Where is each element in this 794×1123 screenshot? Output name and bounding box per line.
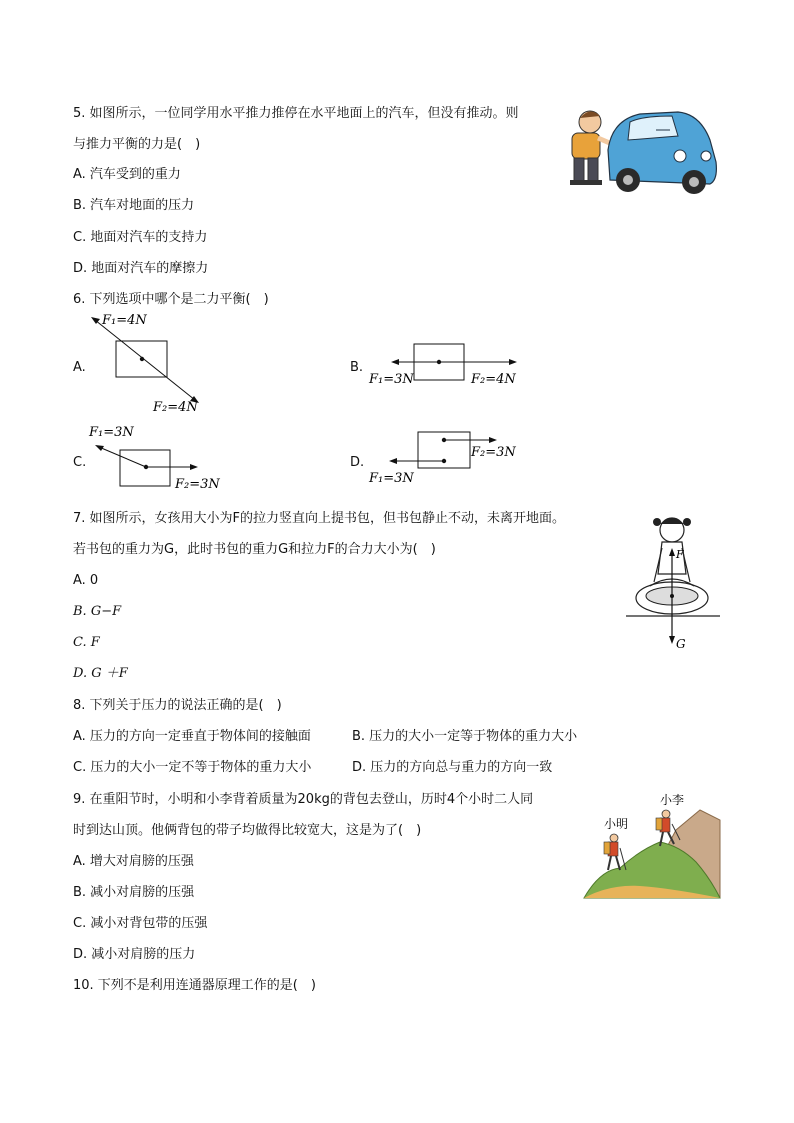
center-dot xyxy=(140,357,144,361)
q6-option-b-letter: B. xyxy=(350,360,364,375)
arrowhead-f1 xyxy=(391,359,399,365)
q9-option-a: A. 增大对肩膀的压强 xyxy=(73,854,194,869)
label-f1: F₁=3N xyxy=(89,425,134,440)
arrowhead-f2 xyxy=(509,359,517,365)
label-f1: F₁=4N xyxy=(102,313,147,328)
q7-stem-line1: 7. 如图所示，女孩用大小为F的拉力竖直向上提书包，但书包静止不动，未离开地面。 xyxy=(73,511,566,526)
arrowhead-f2 xyxy=(489,437,497,443)
q5-option-d: D. 地面对汽车的摩擦力 xyxy=(73,261,209,276)
q7-option-c: C. F xyxy=(73,635,100,650)
arrowhead-f1 xyxy=(389,458,397,464)
q5-option-c: C. 地面对汽车的支持力 xyxy=(73,230,208,245)
dot-upper xyxy=(442,438,446,442)
q7-option-b: B. G−F xyxy=(73,604,122,619)
q7-girl-lifting-bag-illustration xyxy=(620,512,724,652)
q9-option-b: B. 减小对肩膀的压强 xyxy=(73,885,195,900)
q9-option-d: D. 减小对肩膀的压力 xyxy=(73,947,196,962)
center-dot xyxy=(144,465,148,469)
label-g: G xyxy=(676,637,686,651)
label-f: F xyxy=(676,548,684,561)
q9-stem-line2: 时到达山顶。他俩背包的带子均做得比较宽大，这是为了( ) xyxy=(73,823,422,838)
q8-option-c: C. 压力的大小一定不等于物体的重力大小 xyxy=(73,760,312,775)
q5-stem-line1: 5. 如图所示，一位同学用水平推力推停在水平地面上的汽车，但没有推动。则 xyxy=(73,106,519,121)
center-dot xyxy=(437,360,441,364)
q8-stem: 8. 下列关于压力的说法正确的是( ) xyxy=(73,698,282,713)
q7-option-d: D. G ＋F xyxy=(73,666,128,681)
q8-option-d: D. 压力的方向总与重力的方向一致 xyxy=(352,760,553,775)
q5-car-push-illustration xyxy=(560,100,722,195)
q10-stem: 10. 下列不是利用连通器原理工作的是( ) xyxy=(73,978,316,993)
dot-lower xyxy=(442,459,446,463)
q6-option-a-letter: A. xyxy=(73,360,86,375)
label-xiaoming: 小明 xyxy=(604,817,629,831)
q6-diagram-a xyxy=(85,308,210,416)
q5-option-b: B. 汽车对地面的压力 xyxy=(73,198,195,213)
q6-diagram-c xyxy=(85,420,225,492)
label-f2: F₂=4N xyxy=(153,400,198,415)
arrowhead-f2 xyxy=(190,464,198,470)
label-f2: F₂=4N xyxy=(471,372,516,387)
force-line xyxy=(95,320,195,400)
q7-option-a: A. 0 xyxy=(73,573,99,588)
label-xiaoli: 小李 xyxy=(660,793,685,807)
label-f2: F₂=3N xyxy=(175,477,220,492)
q9-hikers-mountain-illustration xyxy=(580,790,722,900)
q5-option-a: A. 汽车受到的重力 xyxy=(73,167,181,182)
q8-option-b: B. 压力的大小一定等于物体的重力大小 xyxy=(352,729,578,744)
label-f1: F₁=3N xyxy=(369,372,414,387)
q6-diagram-d xyxy=(365,428,525,486)
label-f2: F₂=3N xyxy=(471,445,516,460)
q8-option-a: A. 压力的方向一定垂直于物体间的接触面 xyxy=(73,729,311,744)
q6-option-c-letter: C. xyxy=(73,455,87,470)
arrowhead-f1 xyxy=(95,445,104,451)
q6-diagram-b xyxy=(365,338,525,390)
q9-option-c: C. 减小对背包带的压强 xyxy=(73,916,208,931)
label-f1: F₁=3N xyxy=(369,471,414,486)
q6-stem: 6. 下列选项中哪个是二力平衡( ) xyxy=(73,292,269,307)
q6-option-d-letter: D. xyxy=(350,455,365,470)
q9-stem-line1: 9. 在重阳节时，小明和小李背着质量为20kg的背包去登山，历时4个小时二人同 xyxy=(73,792,534,807)
q7-stem-line2: 若书包的重力为G，此时书包的重力G和拉力F的合力大小为( ) xyxy=(73,542,436,557)
q5-stem-line2: 与推力平衡的力是( ) xyxy=(73,137,201,152)
